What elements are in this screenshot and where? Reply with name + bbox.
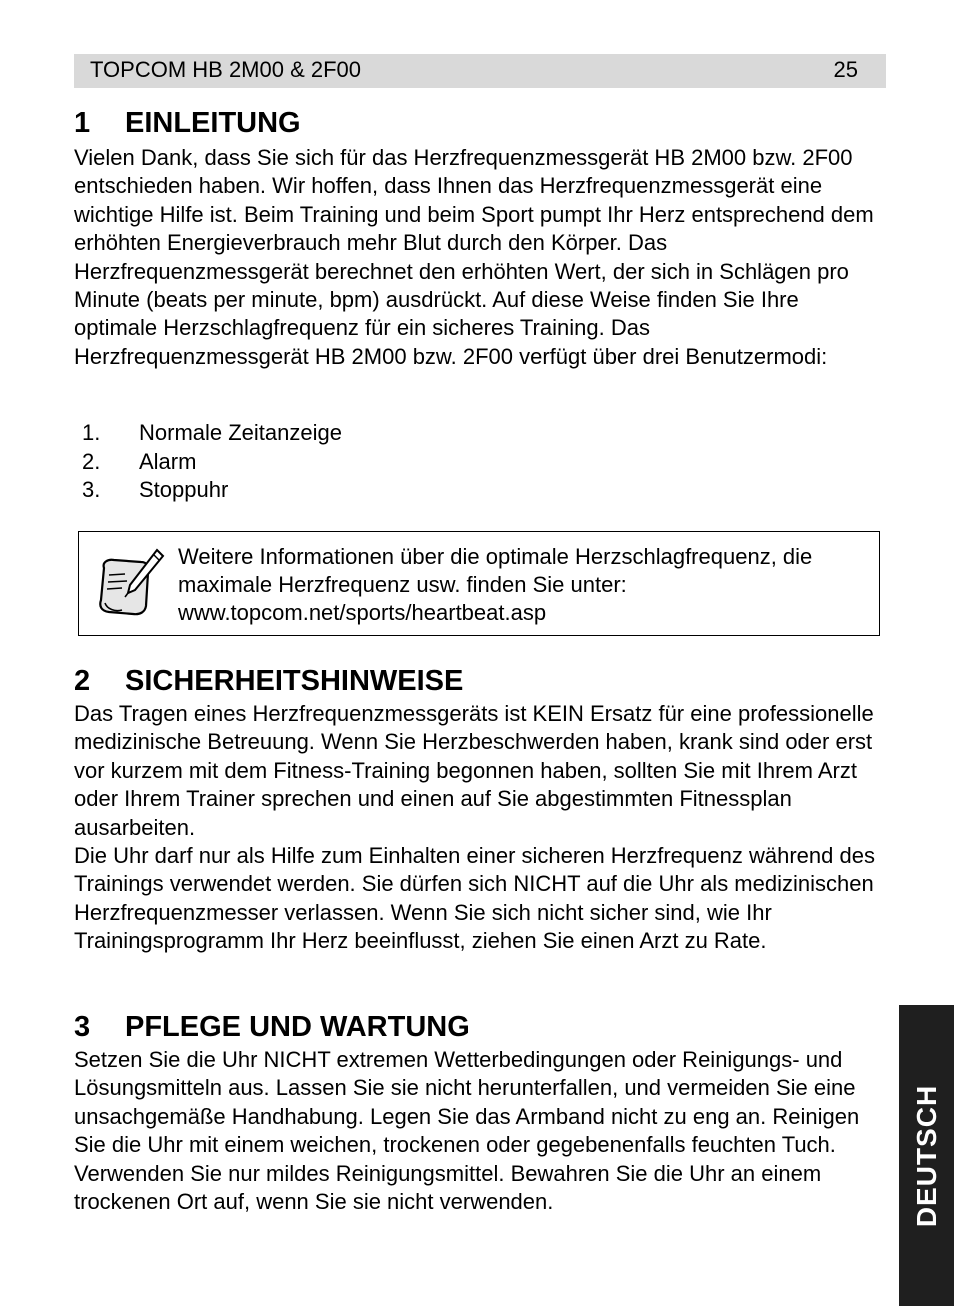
- header-title: TOPCOM HB 2M00 & 2F00: [90, 57, 362, 82]
- page-number: 25: [833, 57, 858, 82]
- list-item: 2. Alarm: [82, 448, 197, 474]
- language-tab-label: DEUTSCH: [910, 1084, 942, 1227]
- section-heading-einleitung: [74, 106, 301, 140]
- section-heading-sicherheitshinweise: [74, 664, 463, 698]
- paragraph-pflege: Setzen Sie die Uhr NICHT extremen Wetterbedingungen oder Reinigungs- und Lösungsmitteln aus. Lassen Sie sie nicht herunterfallen, und vermeiden Sie eine unsachgemäße Handhabung. Legen Sie das Armband nicht zu eng an. Reinigen Sie die Uhr mit einem weichen, trockenen oder gegebenenfalls feuchten Tuch. Verwenden Sie nur mildes Reinigungsmittel. Bewahren Sie die Uhr an einem trockenen Ort auf, wenn Sie sie nicht verwenden.: [74, 1047, 860, 1215]
- section-heading-pflege-und-wartung: [74, 1010, 470, 1044]
- list-item: 3. Stoppuhr: [82, 477, 229, 502]
- info-note-box: [78, 531, 880, 636]
- mode-list: [74, 419, 342, 505]
- paragraph-sicherheit-2: Die Uhr darf nur als Hilfe zum Einhalten einer sicheren Herzfrequenz während des Trainings verwendet werden. Sie dürfen sich NICHT auf die Uhr als medizinischen Herzfrequenzmesser verlassen. Wenn Sie sich nicht sicher sind, wie Ihr Trainingsprogramm Ihr Herz beeinflusst, ziehen Sie einen Arzt zu Rate.: [74, 843, 875, 954]
- paragraph-einleitung: Vielen Dank, dass Sie sich für das Herzfrequenzmessgerät HB 2M00 bzw. 2F00 entschieden haben. Wir hoffen, dass Ihnen das Herzfrequenzmessgerät eine wichtige Hilfe ist. Beim Training und beim Sport pumpt Ihr Herz entsprechend dem erhöhten Energieverbrauch mehr Blut durch den Körper. Das Herzfrequenzmessgerät berechnet den erhöhten Wert, der sich in Schlägen pro Minute (beats per minute, bpm) ausdrückt. Auf diese Weise finden Sie Ihre optimale Herzschlagfrequenz für ein sicheres Training. Das Herzfrequenzmessgerät HB 2M00 bzw. 2F00 verfügt über drei Benutzermodi:: [74, 145, 874, 369]
- section-title: SICHERHEITSHINWEISE: [125, 665, 464, 697]
- paragraph-sicherheit-1: Das Tragen eines Herzfrequenzmessgeräts ist KEIN Ersatz für eine professionelle medizinische Betreuung. Wenn Sie Herzbeschwerden haben, krank sind oder erst vor kurzem mit dem Fitness-Training begonnen haben, sollten Sie mit Ihrem Arzt oder Ihrem Trainer sprechen und einen auf Sie abgestimmten Fitnessplan ausarbeiten.: [74, 701, 874, 840]
- page-header: [74, 54, 886, 88]
- language-side-tab: [899, 1005, 954, 1306]
- section-number: 3: [74, 1011, 91, 1043]
- section-title: PFLEGE UND WARTUNG: [125, 1011, 470, 1043]
- note-pen-icon: [95, 548, 165, 620]
- note-text: Weitere Informationen über die optimale Herzschlagfrequenz, die maximale Herzfrequenz usw. finden Sie unter: www.topcom.net/sports/heartbeat.asp: [178, 544, 813, 625]
- list-item: 1. Normale Zeitanzeige: [82, 420, 342, 445]
- section-number: 1: [74, 107, 91, 139]
- section-title: EINLEITUNG: [125, 107, 301, 139]
- section-number: 2: [74, 665, 91, 697]
